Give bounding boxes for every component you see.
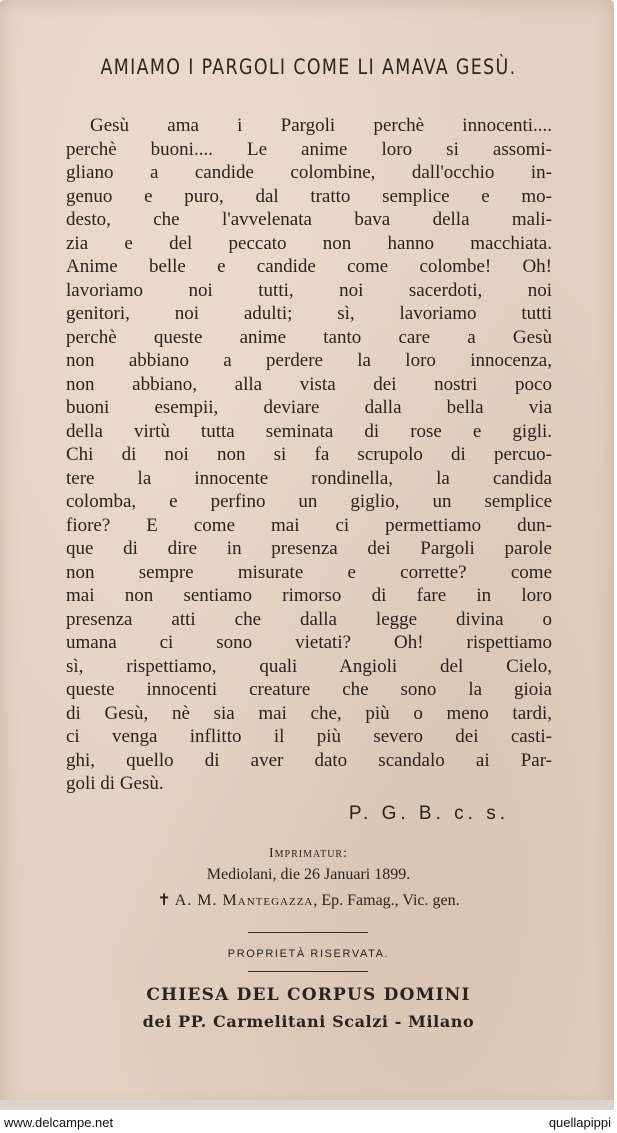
divider-top: [248, 932, 368, 933]
body-line: di Gesù, nè sia mai che, più o meno tardi,: [66, 702, 552, 724]
body-line: perchè buoni.... Le anime loro si assomi-: [66, 138, 552, 160]
body-line: non abbiano a perdere la loro innocenza,: [66, 350, 552, 371]
body-line: non abbiano, alla vista dei nostri poco: [66, 373, 552, 395]
church-subtitle: dei PP. Carmelitani Scalzi - Milano: [142, 1012, 475, 1031]
body-line: desto, che l'avvelenata bava della mali-: [66, 209, 552, 230]
body-line: Anime belle e candide come colombe! Oh!: [66, 256, 552, 277]
body-line: non sempre misurate e corrette? come: [66, 561, 552, 583]
card-title: AMIAMO I PARGOLI COME LI AMAVA GESÙ.: [100, 55, 517, 79]
body-line: genitori, noi adulti; sì, lavoriamo tutti: [66, 303, 552, 324]
footer-seller: quellapippi: [548, 1115, 611, 1130]
body-line: zia e del peccato non hanno macchiata.: [66, 232, 552, 254]
body-line: queste innocenti creature che sono la gioia: [66, 679, 552, 700]
body-line: mai non sentiamo rimorso di fare in loro: [66, 585, 552, 606]
body-line: ghi, quello di aver dato scandalo ai Par-: [66, 749, 552, 771]
imprimatur-signer-line: [0, 890, 617, 910]
footer-site: www.delcampe.net: [4, 1115, 114, 1130]
body-line: colomba, e perfino un giglio, un semplice: [66, 491, 552, 512]
imprimatur-title: , Ep. Famag., Vic. gen.: [313, 892, 460, 909]
church-name: CHIESA DEL CORPUS DOMINI: [146, 985, 471, 1005]
rights-notice: PROPRIETÀ RISERVATA.: [227, 948, 390, 960]
body-line: Chi di noi non si fa scrupolo di percuo-: [66, 444, 552, 465]
signature: P. G. B. c. s.: [348, 803, 509, 824]
body-line: presenza atti che dalla legge divina o: [66, 608, 552, 630]
body-line: genuo e puro, dal tratto semplice e mo-: [66, 185, 552, 207]
body-line: Gesù ama i Pargoli perchè innocenti....: [90, 115, 552, 136]
divider-bottom: [248, 971, 368, 972]
body-line: gliano a candide colombine, dall'occhio in-: [66, 162, 552, 183]
body-line: perchè queste anime tanto care a Gesù: [66, 326, 552, 348]
body-line: fiore? E come mai ci permettiamo dun-: [66, 514, 552, 536]
body-line: lavoriamo noi tutti, noi sacerdoti, noi: [66, 279, 552, 301]
body-line: ci venga inflitto il più severo dei casti-: [66, 726, 552, 747]
body-line: tere la innocente rondinella, la candida: [66, 467, 552, 489]
body-line: umana ci sono vietati? Oh! rispettiamo: [66, 632, 552, 653]
imprimatur-label: Imprimatur:: [268, 846, 348, 861]
body-line: sì, rispettiamo, quali Angioli del Cielo,: [66, 655, 552, 677]
body-line: della virtù tutta seminata di rose e gigli.: [66, 420, 552, 442]
imprimatur-place-date: Mediolani, die 26 Januari 1899.: [206, 866, 411, 883]
card-bottom-edge: [0, 1100, 614, 1110]
cross-symbol: ✝: [157, 892, 171, 909]
body-line: goli di Gesù.: [66, 773, 164, 794]
body-line: que di dire in presenza dei Pargoli parole: [66, 538, 552, 559]
body-line: buoni esempii, deviare dalla bella via: [66, 397, 552, 418]
imprimatur-signer: A. M. Mantegazza: [174, 892, 314, 909]
body-text: [66, 114, 552, 796]
